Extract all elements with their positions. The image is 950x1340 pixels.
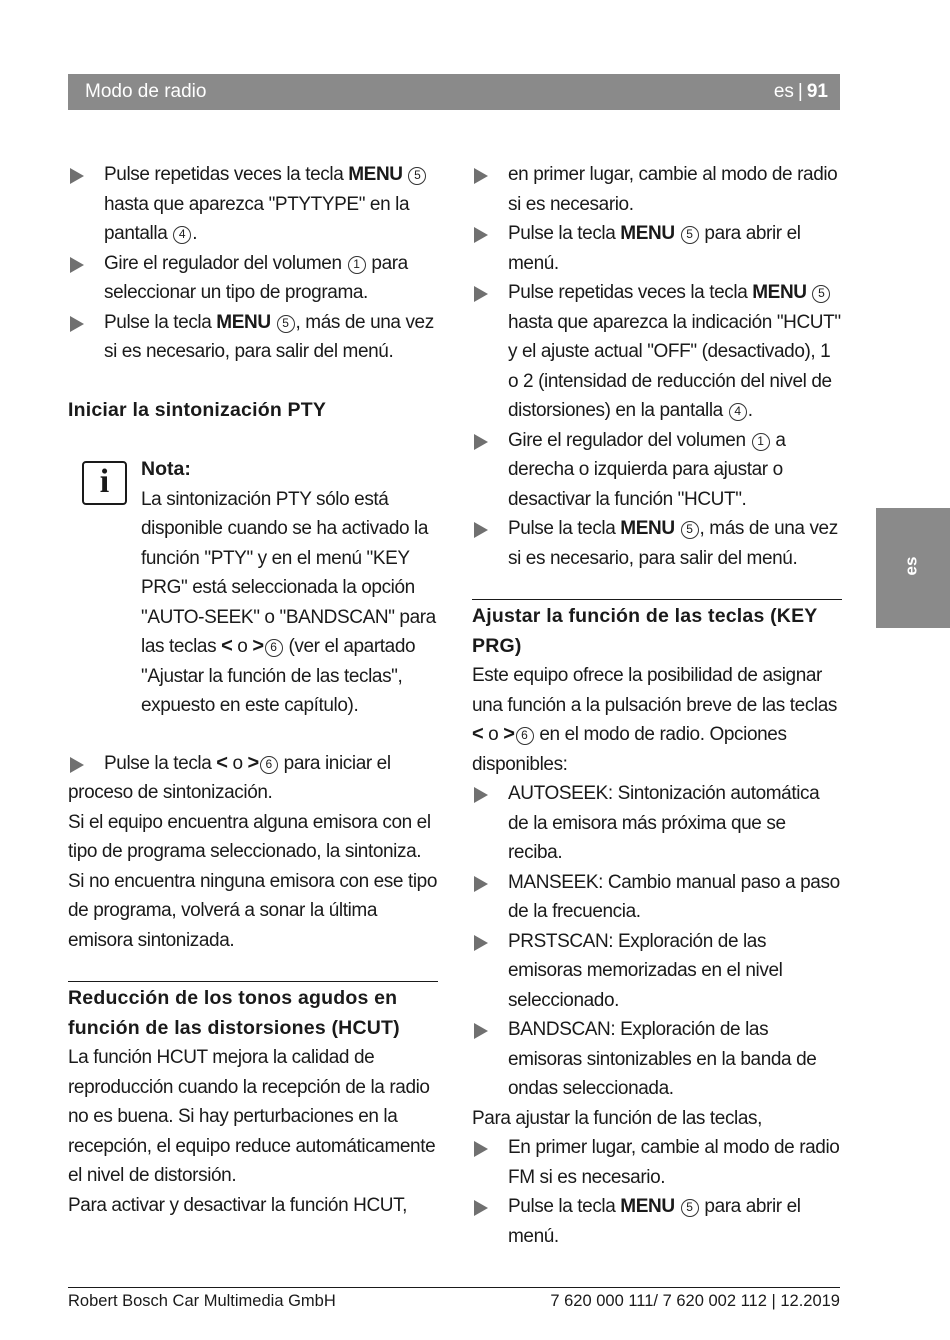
callout-number: 5 xyxy=(408,167,426,185)
key-name: MENU xyxy=(752,282,807,303)
instruction-step: Pulse la tecla MENU 5 para abrir el menú. xyxy=(472,219,842,278)
option-item: MANSEEK: Cambio manual paso a paso de la frecuencia. xyxy=(472,868,842,927)
key-name: MENU xyxy=(620,518,675,539)
callout-number: 1 xyxy=(348,256,366,274)
callout-number: 6 xyxy=(260,756,278,774)
greater-than-key-icon: > xyxy=(247,751,259,774)
callout-number: 5 xyxy=(681,521,699,539)
bullet-arrow-icon xyxy=(474,522,488,538)
paragraph: Para activar y desactivar la función HCUT, xyxy=(68,1194,408,1216)
section-heading: Iniciar la sintonización PTY xyxy=(68,398,327,421)
section-divider xyxy=(472,599,842,600)
paragraph: Si no encuentra ninguna emisora con ese tipo de programa, volverá a sonar la última emisora sintonizada. xyxy=(68,870,437,951)
option-item: PRSTSCAN: Exploración de las emisoras memorizadas en el nivel seleccionado. xyxy=(472,927,842,1016)
document-code: 7 620 000 111/ 7 620 002 112 | 12.2019 xyxy=(550,1292,840,1310)
bullet-arrow-icon xyxy=(474,434,488,450)
info-icon: i xyxy=(82,461,127,505)
greater-than-key-icon: > xyxy=(503,723,515,745)
bullet-arrow-icon xyxy=(474,1023,488,1039)
instruction-step: Pulse la tecla MENU 5 , más de una vez si es necesario, para salir del menú. xyxy=(472,514,842,573)
bullet-arrow-icon xyxy=(474,1200,488,1216)
instruction-step: Gire el regulador del volumen 1 para seleccionar un tipo de programa. xyxy=(68,249,438,308)
language-code: es xyxy=(773,81,794,102)
left-column xyxy=(68,160,438,1220)
key-name: MENU xyxy=(620,1196,675,1217)
bullet-arrow-icon xyxy=(474,1141,488,1157)
callout-number: 5 xyxy=(681,226,699,244)
option-item: BANDSCAN: Exploración de las emisoras sintonizables en la banda de ondas seleccionada. xyxy=(472,1015,842,1104)
callout-number: 6 xyxy=(265,639,283,657)
paragraph: La función HCUT mejora la calidad de reproducción cuando la recepción de la radio no es buena. Si hay perturbaciones en la recepción, el equipo reduce automáticamente el nivel de distorsión. xyxy=(68,1047,436,1186)
callout-number: 5 xyxy=(277,315,295,333)
instruction-step: Pulse repetidas veces la tecla MENU 5 hasta que aparezca la indicación "HCUT" y el ajuste actual "OFF" (desactivado), 1 o 2 (intensidad de reducción del nivel de distorsiones) en la pantalla 4 . xyxy=(472,278,842,426)
section-title: Modo de radio xyxy=(85,81,207,102)
instruction-step: Pulse repetidas veces la tecla MENU 5 hasta que aparezca "PTYTYPE" en la pantalla 4 . xyxy=(68,160,438,249)
option-item: AUTOSEEK: Sintonización automática de la emisora más próxima que se reciba. xyxy=(472,779,842,868)
key-name: MENU xyxy=(348,164,403,185)
less-than-key-icon: < xyxy=(221,635,233,657)
company-name: Robert Bosch Car Multimedia GmbH xyxy=(68,1292,336,1310)
section-heading: Ajustar la función de las teclas (KEY PRG) xyxy=(472,605,818,657)
instruction-step: En primer lugar, cambie al modo de radio FM si es necesario. xyxy=(472,1133,842,1192)
note-title: Nota: xyxy=(141,458,191,480)
section-divider xyxy=(68,981,438,982)
callout-number: 4 xyxy=(173,226,191,244)
footer-divider xyxy=(68,1287,840,1288)
callout-number: 1 xyxy=(752,433,770,451)
bullet-arrow-icon xyxy=(474,876,488,892)
section-heading: Reducción de los tonos agudos en función de las distorsiones (HCUT) xyxy=(68,987,400,1039)
callout-number: 5 xyxy=(681,1199,699,1217)
bullet-arrow-icon xyxy=(70,316,84,332)
separator: | xyxy=(797,81,803,102)
greater-than-key-icon: > xyxy=(252,635,264,657)
paragraph: Este equipo ofrece la posibilidad de asignar una función a la pulsación breve de las teclas < o > 6 en el modo de radio. Opciones disponibles: xyxy=(472,665,838,775)
callout-number: 5 xyxy=(812,285,830,303)
bullet-arrow-icon xyxy=(474,168,488,184)
right-column xyxy=(472,160,842,1251)
instruction-step: Pulse la tecla MENU 5 para abrir el menú. xyxy=(472,1192,842,1251)
language-tab-label: es xyxy=(901,556,921,576)
callout-number: 4 xyxy=(729,403,747,421)
running-header xyxy=(68,74,840,110)
note-text: La sintonización PTY sólo está disponible cuando se ha activado la función "PTY" y en el menú "KEY PRG" está seleccionada la opción "AUTO-SEEK" o "BANDSCAN" para las teclas < o > 6 (ver el apartado "Ajustar la función de las teclas", expuesto en este capítulo). xyxy=(141,488,436,716)
paragraph: Si el equipo encuentra alguna emisora con el tipo de programa seleccionado, la sintoniza. xyxy=(68,811,431,862)
language-tab xyxy=(876,508,950,628)
bullet-arrow-icon xyxy=(70,168,84,184)
less-than-key-icon: < xyxy=(216,751,228,774)
page-number: 91 xyxy=(806,81,828,102)
instruction-step: en primer lugar, cambie al modo de radio si es necesario. xyxy=(472,160,842,219)
instruction-step: Gire el regulador del volumen 1 a derecha o izquierda para ajustar o desactivar la función "HCUT". xyxy=(472,426,842,515)
bullet-arrow-icon xyxy=(474,935,488,951)
note-box xyxy=(68,455,438,721)
key-name: MENU xyxy=(216,311,271,333)
bullet-arrow-icon xyxy=(474,787,488,803)
key-name: MENU xyxy=(620,223,675,244)
instruction-step: Pulse la tecla < o > 6 para iniciar el proceso de sintonización. xyxy=(68,751,391,803)
paragraph: Para ajustar la función de las teclas, xyxy=(472,1107,763,1129)
less-than-key-icon: < xyxy=(472,723,484,745)
bullet-arrow-icon xyxy=(474,227,488,243)
bullet-arrow-icon xyxy=(70,757,84,773)
callout-number: 6 xyxy=(516,727,534,745)
bullet-arrow-icon xyxy=(474,286,488,302)
page-indicator xyxy=(774,81,828,103)
instruction-step: Pulse la tecla MENU 5 , más de una vez si es necesario, para salir del menú. xyxy=(68,308,438,367)
page-footer xyxy=(68,1292,840,1311)
bullet-arrow-icon xyxy=(70,257,84,273)
